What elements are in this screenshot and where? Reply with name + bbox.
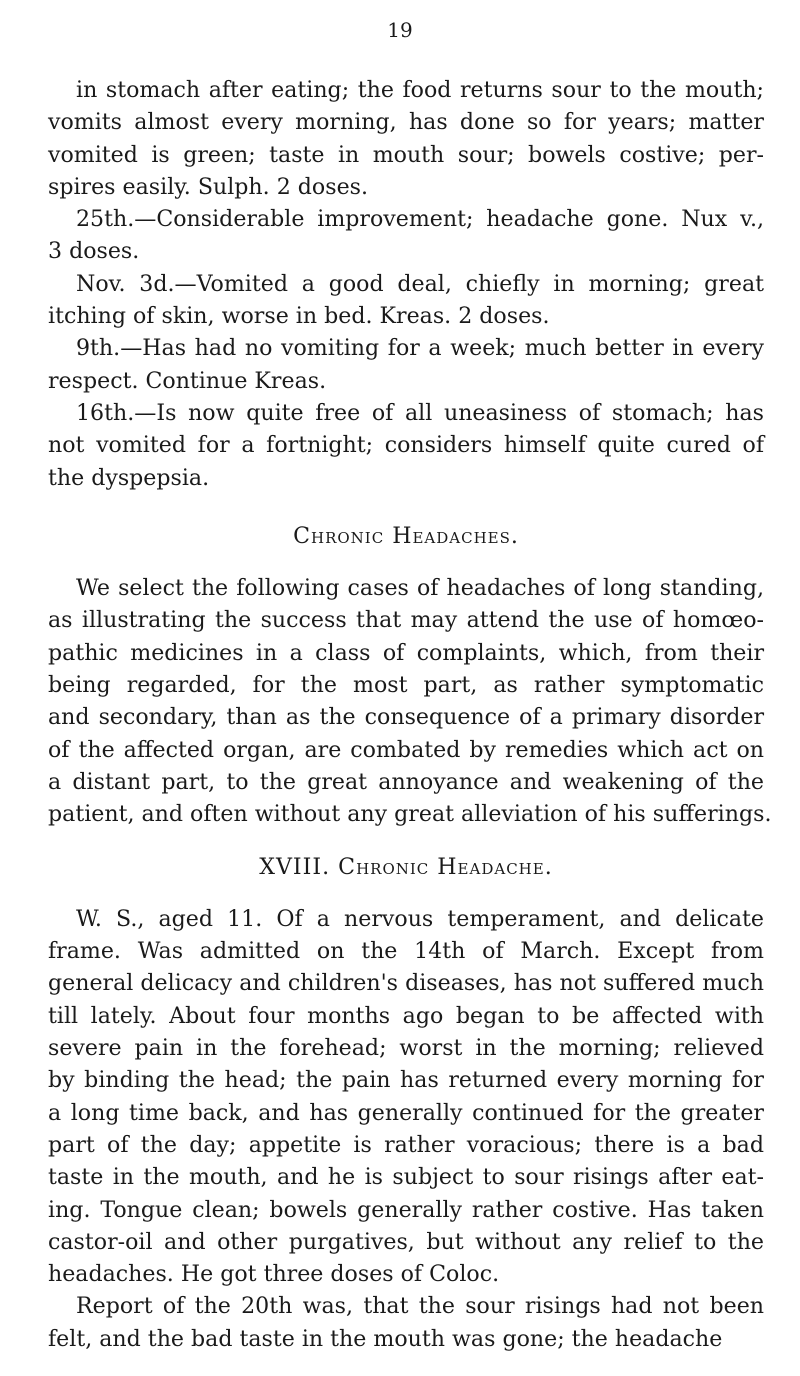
text-line: vomited is green; taste in mouth sour; bowels costive; per-	[48, 141, 764, 168]
text-line: pathic medicines in a class of complaints, which, from their	[48, 639, 764, 666]
spacer	[48, 883, 764, 903]
text-line: We select the following cases of headaches of long standing,	[76, 575, 764, 602]
text-line: vomits almost every morning, has done so for years; matter	[48, 109, 764, 136]
text-line: being regarded, for the most part, as rather symptomatic	[48, 672, 764, 699]
paragraph	[48, 903, 764, 1291]
text-line: a distant part, to the great annoyance and weakening of the	[48, 768, 764, 795]
text-line: castor-oil and other purgatives, but without any relief to the	[48, 1228, 764, 1255]
text-line: felt, and the bad taste in the mouth was gone; the headache	[48, 1325, 723, 1352]
text-line: by binding the head; the pain has returned every morning for	[48, 1067, 764, 1094]
text-line: 25th.—Considerable improvement; headache gone. Nux v.,	[76, 206, 764, 233]
text-line: itching of skin, worse in bed. Kreas. 2 doses.	[48, 303, 550, 330]
text-line: not vomited for a fortnight; considers himself quite cured of	[48, 432, 764, 459]
text-line: till lately. About four months ago began to be affected with	[48, 1002, 764, 1029]
text-line: frame. Was admitted on the 14th of March. Except from	[48, 938, 764, 965]
text-line: W. S., aged 11. Of a nervous temperament, and delicate	[76, 905, 764, 932]
text-line: respect. Continue Kreas.	[48, 367, 327, 394]
text-line: patient, and often without any great alleviation of his sufferings.	[48, 801, 772, 828]
text-line: as illustrating the success that may attend the use of homœo-	[48, 607, 764, 634]
text-line: 9th.—Has had no vomiting for a week; much better in every	[76, 335, 764, 362]
text-line: in stomach after eating; the food returns sour to the mouth;	[76, 77, 764, 103]
paragraph	[48, 572, 772, 830]
text-line: Nov. 3d.—Vomited a good deal, chiefly in morning; great	[76, 270, 764, 297]
text-line: and secondary, than as the consequence of a primary disorder	[48, 704, 764, 731]
section-heading: XVIII. Chronic Headache.	[259, 853, 553, 880]
paragraph	[48, 74, 764, 203]
page-number: 19	[387, 18, 413, 42]
paragraph	[48, 1290, 764, 1355]
text-line: of the affected organ, are combated by remedies which act on	[48, 736, 764, 763]
text-line: taste in the mouth, and he is subject to sour risings after eat-	[48, 1164, 764, 1191]
paragraph	[48, 268, 764, 333]
text-line: part of the day; appetite is rather voracious; there is a bad	[48, 1131, 764, 1158]
text-line: Report of the 20th was, that the sour risings had not been	[76, 1293, 764, 1320]
text-line: 3 doses.	[48, 238, 140, 265]
text-line: headaches. He got three doses of Coloc.	[48, 1261, 500, 1288]
section-heading: Chronic Headaches.	[293, 522, 519, 549]
spacer	[48, 552, 764, 572]
text-line: severe pain in the forehead; worst in the morning; relieved	[48, 1035, 764, 1062]
text-line: ing. Tongue clean; bowels generally rather costive. Has taken	[48, 1196, 764, 1223]
text-line: general delicacy and children's diseases, has not suffered much	[48, 970, 764, 997]
text-line: the dyspepsia.	[48, 464, 210, 491]
paragraph	[48, 397, 764, 494]
spacer	[48, 494, 764, 520]
spacer	[48, 831, 764, 851]
paragraph	[48, 332, 764, 397]
text-line: 16th.—Is now quite free of all uneasiness of stomach; has	[76, 399, 764, 426]
text-line: a long time back, and has generally continued for the greater	[48, 1099, 764, 1126]
body-text	[48, 74, 772, 1355]
text-line: spires easily. Sulph. 2 doses.	[48, 173, 369, 200]
paragraph	[48, 203, 764, 268]
